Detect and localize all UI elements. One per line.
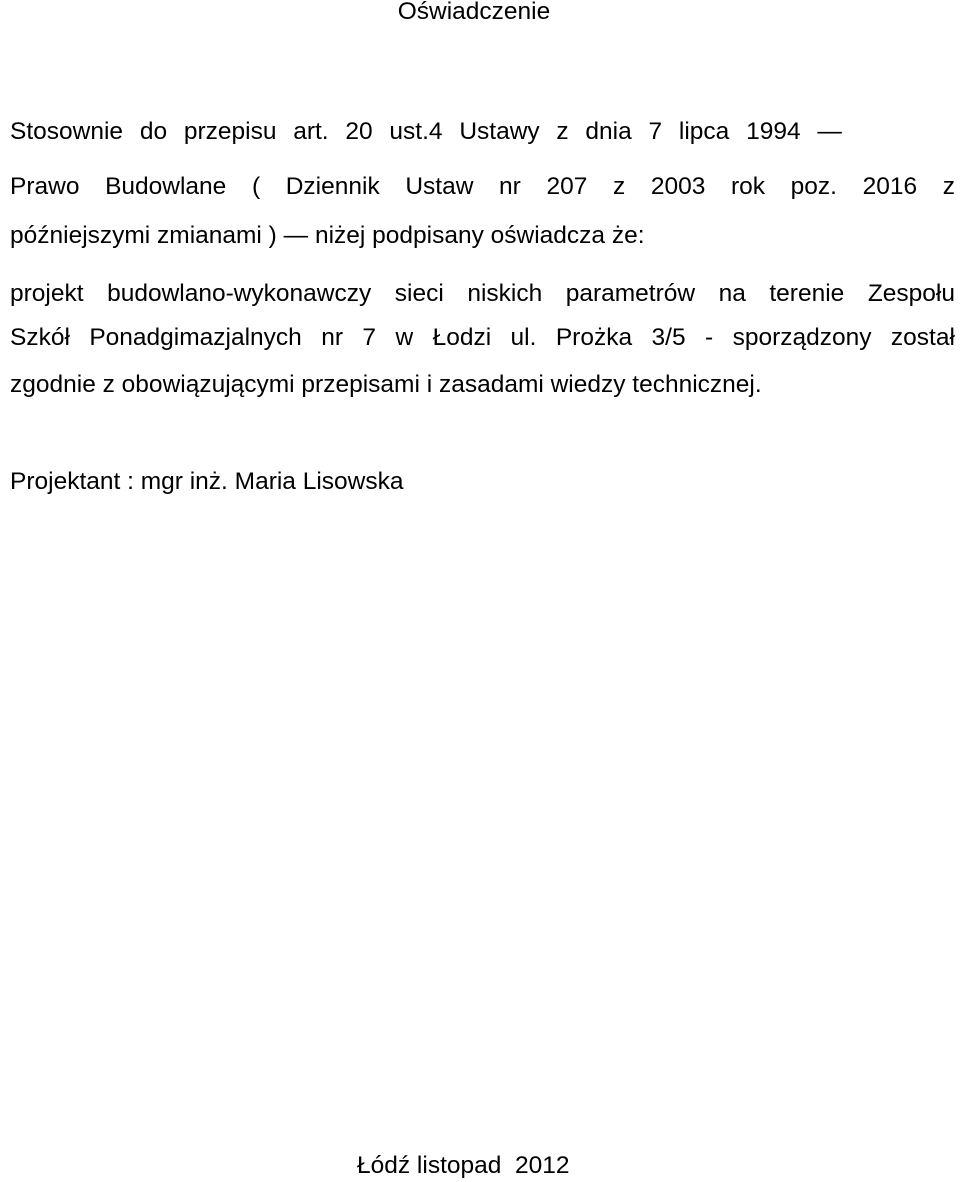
word: z xyxy=(942,173,955,200)
word: w xyxy=(395,324,414,351)
word: sporządzony xyxy=(732,324,872,351)
word: dnia xyxy=(585,118,632,145)
word: sieci xyxy=(394,280,444,307)
word: 2003 xyxy=(650,173,706,200)
paragraph2-line3: zgodnie z obowiązującymi przepisami i zasadami wiedzy technicznej. xyxy=(10,371,762,398)
word: przepisu xyxy=(183,118,277,145)
word: — xyxy=(817,118,842,145)
word: z xyxy=(612,173,626,200)
word: budowlano-wykonawczy xyxy=(107,280,372,307)
word: z xyxy=(556,118,569,145)
word: niskich xyxy=(467,280,543,307)
word: rok xyxy=(730,173,766,200)
word: 207 xyxy=(546,173,588,200)
word: - xyxy=(704,324,714,351)
word: nr xyxy=(321,324,343,351)
word: Ustaw xyxy=(405,173,474,200)
word: na xyxy=(718,280,746,307)
paragraph2-line2 xyxy=(10,326,955,351)
paragraph1-line2 xyxy=(10,175,955,200)
designer-signature: Projektant : mgr inż. Maria Lisowska xyxy=(10,468,404,495)
word: ul. xyxy=(510,324,537,351)
paragraph1-line1 xyxy=(10,120,842,145)
word: 7 xyxy=(648,118,663,145)
word: 7 xyxy=(362,324,377,351)
word: Stosownie xyxy=(10,118,124,145)
paragraph1-line3: późniejszymi zmianami ) — niżej podpisany oświadcza że: xyxy=(10,222,645,249)
place-and-date: Łódź listopad 2012 xyxy=(357,1152,570,1179)
word: ust.4 xyxy=(389,118,443,145)
word: projekt xyxy=(10,280,84,307)
document-title: Oświadczenie xyxy=(397,0,551,25)
word: Prożka xyxy=(555,324,633,351)
word: Szkół xyxy=(10,324,70,351)
word: terenie xyxy=(769,280,845,307)
word: poz. xyxy=(790,173,837,200)
paragraph2-line1 xyxy=(10,282,955,307)
word: art. xyxy=(293,118,329,145)
word: 3/5 xyxy=(651,324,686,351)
word: 20 xyxy=(345,118,373,145)
word: Budowlane xyxy=(105,173,227,200)
word: został xyxy=(890,324,955,351)
word: lipca xyxy=(678,118,730,145)
word: nr xyxy=(499,173,521,200)
word: 1994 xyxy=(746,118,801,145)
word: Zespołu xyxy=(867,280,955,307)
word: Łodzi xyxy=(432,324,492,351)
word: Dziennik xyxy=(285,173,380,200)
word: parametrów xyxy=(565,280,696,307)
word: ( xyxy=(251,173,261,200)
word: do xyxy=(139,118,168,145)
word: 2016 xyxy=(862,173,918,200)
word: Ustawy xyxy=(459,118,540,145)
word: Prawo xyxy=(10,173,80,200)
word: Ponadgimazjalnych xyxy=(89,324,302,351)
